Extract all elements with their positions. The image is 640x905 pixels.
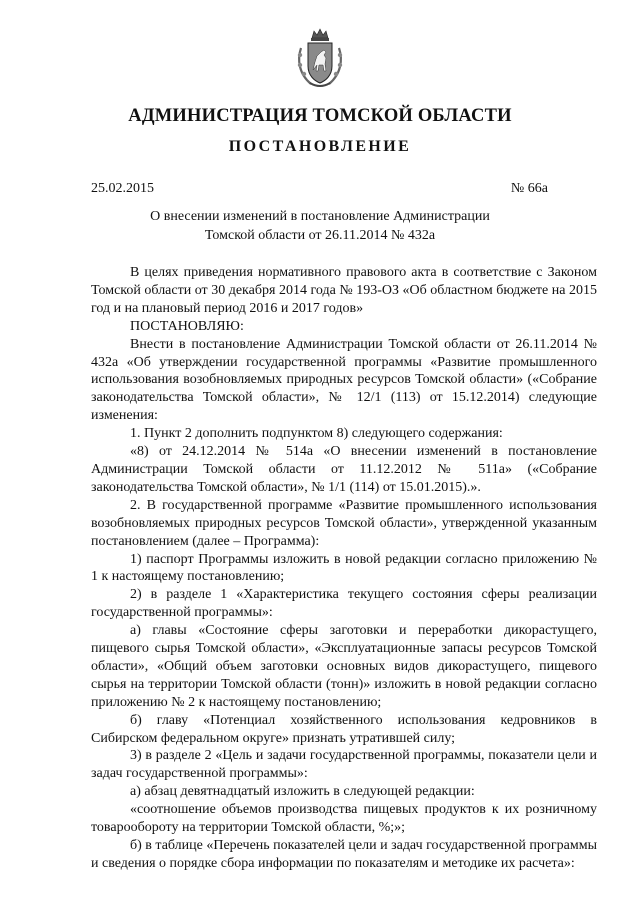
organization-title: АДМИНИСТРАЦИЯ ТОМСКОЙ ОБЛАСТИ [128,106,512,126]
body-paragraph: Внести в постановление Администрации Томской области от 26.11.2014 № 432а «Об утверждении государственной программы «Развитие промышленного использования возобновляемых природных ресурсов Томской области» («Собрание законодательства Томской области», № 12/1 (113) от 15.12.2014) следующие изменения: [91,336,597,424]
body-paragraph: б) главу «Потенциал хозяйственного использования кедровников в Сибирском федеральном округе» признать утратившей силу; [91,712,597,746]
document-type: ПОСТАНОВЛЕНИЕ [228,138,412,155]
body-paragraph: 1) паспорт Программы изложить в новой редакции согласно приложению № 1 к настоящему постановлению; [91,551,597,585]
subject-line: О внесении изменений в постановление Администрации [150,209,490,224]
document-subject [0,207,640,245]
body-paragraph: 2. В государственной программе «Развитие промышленного использования возобновляемых природных ресурсов Томской области», утвержденной указанным постановлением (далее – Программа): [91,497,597,549]
subject-line: Томской области от 26.11.2014 № 432а [204,228,436,243]
body-paragraph: б) в таблице «Перечень показателей цели и задач государственной программы и сведения о порядке сбора информации по показателям и методике их расчета»: [91,838,597,871]
body-paragraph: «соотношение объемов производства пищевых продуктов к их розничному товарообороту на территории Томской области, %;»; [91,802,597,836]
body-paragraph: а) абзац девятнадцатый изложить в следующей редакции: [130,784,475,800]
body-paragraph: «8) от 24.12.2014 № 514а «О внесении изменений в постановление Администрации Томской области от 11.12.2012 № 511а» («Собрание законодательства Томской области», № 1/1 (114) от 15.01.2015).». [91,444,597,495]
document-number: № 66а [510,181,548,196]
document-date: 25.02.2015 [91,181,154,196]
document-body [91,264,597,873]
body-paragraph: 2) в разделе 1 «Характеристика текущего состояния сферы реализации государственной программы»: [91,587,597,621]
body-paragraph: 1. Пункт 2 дополнить подпунктом 8) следующего содержания: [130,426,503,442]
body-paragraph: а) главы «Состояние сферы заготовки и переработки дикорастущего, пищевого сырья Томской области», «Эксплуатационные запасы ресурсов Томской области», «Общий объем заготовки основных видов дикорастущего, пищевого сырья на территории Томской области (тонн)» изложить в новой редакции согласно приложению № 2 к настоящему постановлению; [91,623,597,710]
tomsk-oblast-coat-of-arms-icon [295,28,345,90]
body-paragraph: В целях приведения нормативного правового акта в соответствие с Законом Томской области от 30 декабря 2014 года № 193-ОЗ «Об областном бюджете на 2015 год и на плановый период 2016 и 2017 годов» [91,265,597,316]
resolution-heading: ПОСТАНОВЛЯЮ: [130,318,244,334]
body-paragraph: 3) в разделе 2 «Цель и задачи государственной программы, показатели цели и задач государственной программы»: [91,748,597,782]
